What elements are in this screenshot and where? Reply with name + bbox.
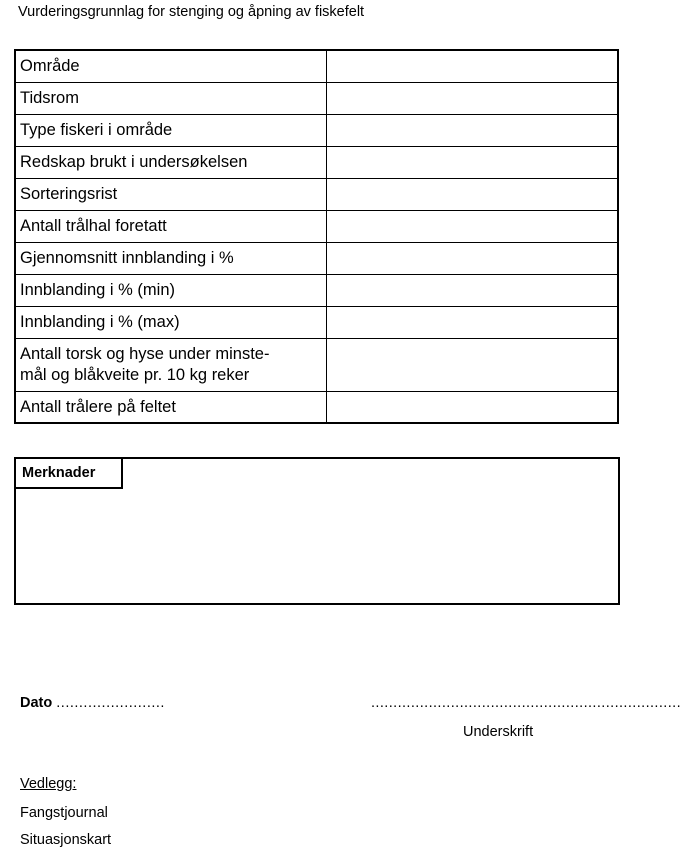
signature-label: Underskrift — [463, 724, 534, 740]
row-label-antall-torsk — [15, 338, 327, 391]
table-row — [15, 82, 618, 114]
date-dots: ........................ — [56, 695, 165, 711]
row-label-line-2: mål og blåkveite pr. 10 kg reker — [20, 365, 250, 384]
remarks-box[interactable] — [14, 457, 620, 605]
row-label-omrade: Område — [15, 50, 327, 82]
attachment-item-fangstjournal: Fangstjournal — [20, 805, 108, 821]
remarks-label: Merknader — [14, 457, 123, 489]
row-value-sorteringsrist[interactable] — [327, 178, 618, 210]
row-value-antall-tralhal[interactable] — [327, 210, 618, 242]
row-value-gjennomsnitt[interactable] — [327, 242, 618, 274]
page-title: Vurderingsgrunnlag for stenging og åpning av fiskefelt — [18, 4, 365, 20]
table-row — [15, 391, 618, 423]
row-label-innblanding-min: Innblanding i % (min) — [15, 274, 327, 306]
signature-line[interactable]: ...................................................................... — [371, 695, 681, 711]
row-label-antall-tralere: Antall trålere på feltet — [15, 391, 327, 423]
date-label: Dato — [20, 695, 53, 711]
table-row — [15, 114, 618, 146]
row-label-tidsrom: Tidsrom — [15, 82, 327, 114]
date-field[interactable] — [20, 695, 165, 711]
row-label-innblanding-max: Innblanding i % (max) — [15, 306, 327, 338]
table-row — [15, 306, 618, 338]
assessment-table — [14, 49, 619, 424]
attachments-heading: Vedlegg: — [20, 776, 77, 792]
table-row — [15, 338, 618, 391]
row-value-type-fiskeri[interactable] — [327, 114, 618, 146]
table-row — [15, 274, 618, 306]
attachment-item-situasjonskart: Situasjonskart — [20, 832, 112, 848]
table-row — [15, 50, 618, 82]
row-label-gjennomsnitt: Gjennomsnitt innblanding i % — [15, 242, 327, 274]
row-value-tidsrom[interactable] — [327, 82, 618, 114]
row-value-innblanding-min[interactable] — [327, 274, 618, 306]
row-value-antall-torsk[interactable] — [327, 338, 618, 391]
row-label-antall-tralhal: Antall trålhal foretatt — [15, 210, 327, 242]
row-label-sorteringsrist: Sorteringsrist — [15, 178, 327, 210]
row-value-omrade[interactable] — [327, 50, 618, 82]
table-row — [15, 178, 618, 210]
row-label-line-1: Antall torsk og hyse under minste- — [20, 344, 270, 363]
row-value-innblanding-max[interactable] — [327, 306, 618, 338]
row-label-redskap: Redskap brukt i undersøkelsen — [15, 146, 327, 178]
table-row — [15, 146, 618, 178]
row-label-type-fiskeri: Type fiskeri i område — [15, 114, 327, 146]
row-value-antall-tralere[interactable] — [327, 391, 618, 423]
table-row — [15, 242, 618, 274]
row-value-redskap[interactable] — [327, 146, 618, 178]
table-row — [15, 210, 618, 242]
